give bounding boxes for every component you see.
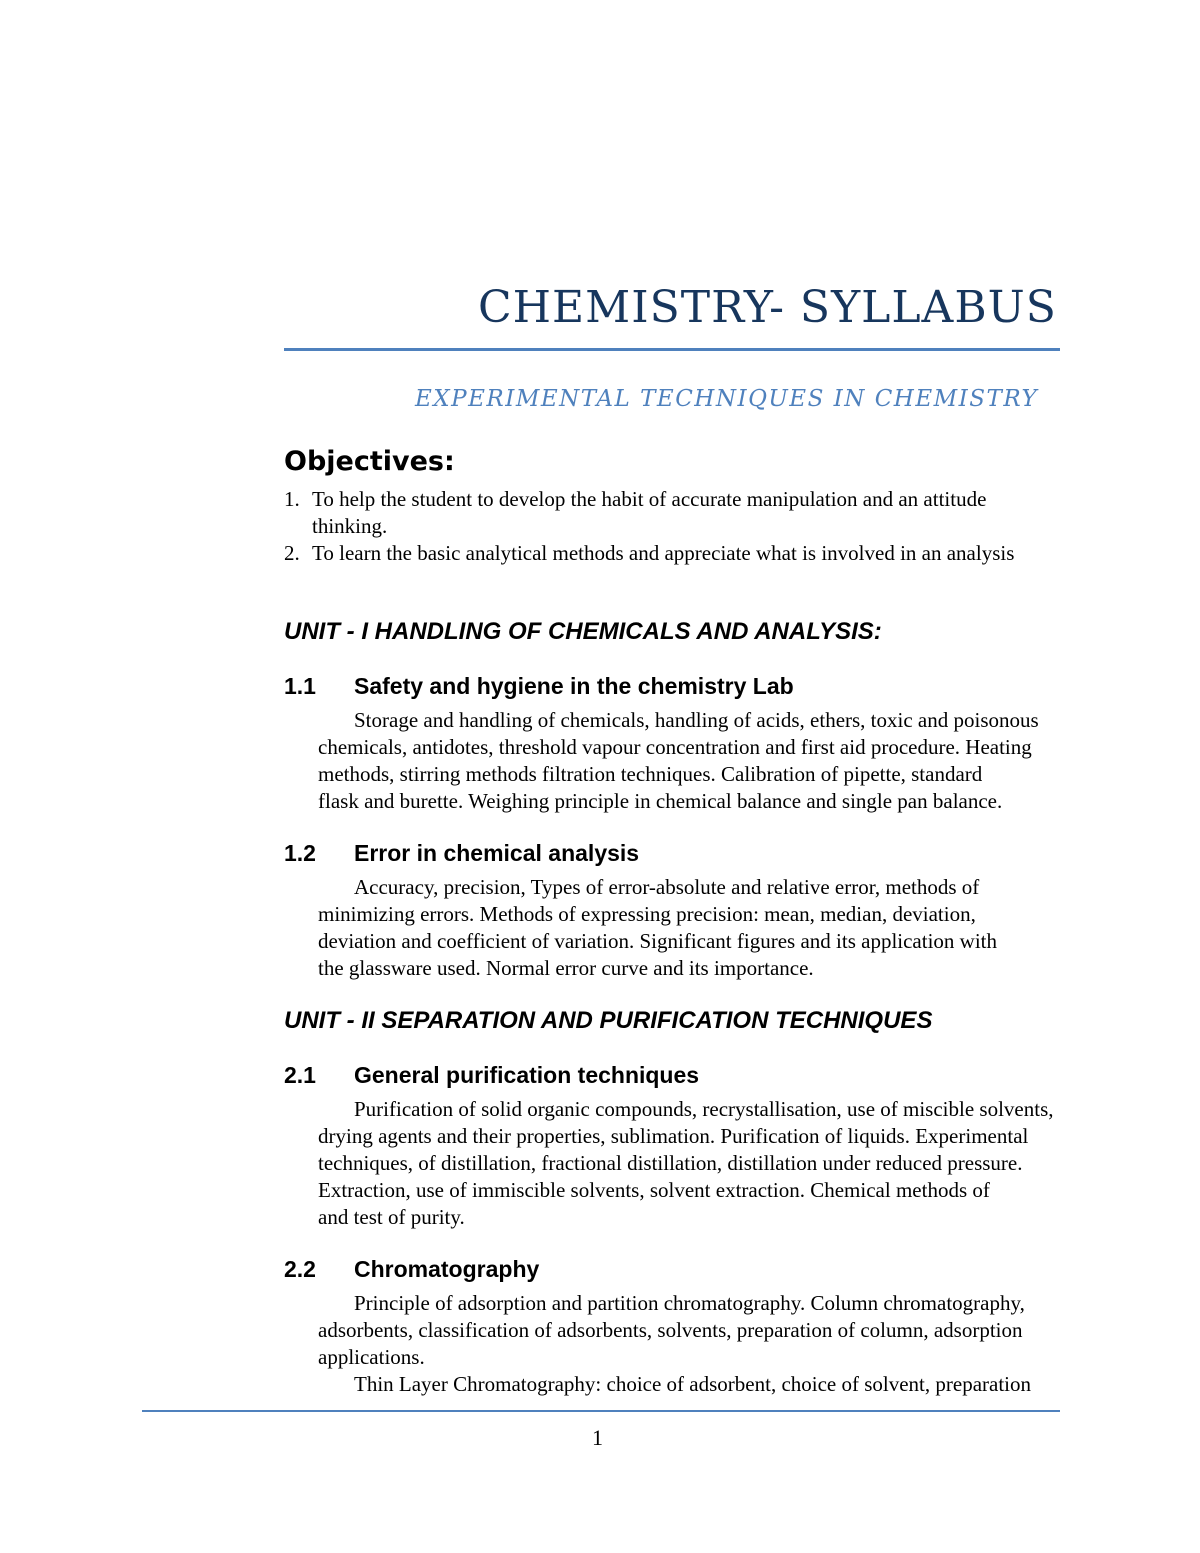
- body-line: flask and burette. Weighing principle in chemical balance and single pan balance.: [318, 789, 1003, 813]
- section-body: [318, 1096, 1054, 1231]
- section-number: 1.2: [284, 840, 316, 866]
- objectives-list: [284, 486, 1014, 567]
- footer-divider: [142, 1410, 1060, 1412]
- document-title: CHEMISTRY- SYLLABUS: [478, 282, 1057, 333]
- section-body: [318, 1290, 1031, 1398]
- body-line: Accuracy, precision, Types of error-absolute and relative error, methods of: [354, 875, 980, 899]
- objective-line: thinking.: [312, 514, 388, 538]
- section-title: Safety and hygiene in the chemistry Lab: [354, 673, 794, 699]
- objective-line: To help the student to develop the habit of accurate manipulation and an attitude: [312, 487, 987, 511]
- body-line: drying agents and their properties, sublimation. Purification of liquids. Experimental: [318, 1124, 1029, 1148]
- unit-heading: UNIT - I HANDLING OF CHEMICALS AND ANALYSIS:: [284, 618, 882, 645]
- section-title: Error in chemical analysis: [354, 840, 640, 866]
- section-number: 2.2: [284, 1256, 316, 1282]
- body-line: methods, stirring methods filtration techniques. Calibration of pipette, standard: [318, 762, 983, 786]
- objective-number: 2.: [284, 541, 300, 565]
- section-heading: [284, 840, 639, 867]
- objective-line: To learn the basic analytical methods and appreciate what is involved in an analysis: [312, 541, 1015, 565]
- body-line: Thin Layer Chromatography: choice of adsorbent, choice of solvent, preparation: [354, 1372, 1032, 1396]
- objective-item: [284, 486, 1014, 540]
- body-line: minimizing errors. Methods of expressing precision: mean, median, deviation,: [318, 902, 976, 926]
- body-line: Principle of adsorption and partition chromatography. Column chromatography,: [354, 1291, 1025, 1315]
- title-divider: [284, 348, 1060, 351]
- body-line: adsorbents, classification of adsorbents, solvents, preparation of column, adsorption: [318, 1318, 1023, 1342]
- body-line: chemicals, antidotes, threshold vapour concentration and first aid procedure. Heating: [318, 735, 1032, 759]
- section-number: 2.1: [284, 1062, 316, 1088]
- body-line: applications.: [318, 1345, 425, 1369]
- body-line: deviation and coefficient of variation. Significant figures and its application with: [318, 929, 998, 953]
- body-line: Extraction, use of immiscible solvents, solvent extraction. Chemical methods of: [318, 1178, 990, 1202]
- body-line: Purification of solid organic compounds, recrystallisation, use of miscible solvents,: [354, 1097, 1054, 1121]
- section-heading: [284, 1062, 699, 1089]
- page-number: 1: [592, 1425, 603, 1450]
- section-body: [318, 707, 1039, 815]
- section-heading: [284, 1256, 539, 1283]
- body-line: Storage and handling of chemicals, handling of acids, ethers, toxic and poisonous: [354, 708, 1039, 732]
- section-body: [318, 874, 997, 982]
- body-line: and test of purity.: [318, 1205, 465, 1229]
- section-number: 1.1: [284, 673, 316, 699]
- document-subtitle: EXPERIMENTAL TECHNIQUES IN CHEMISTRY: [415, 386, 1039, 412]
- section-title: Chromatography: [354, 1256, 540, 1282]
- section-title: General purification techniques: [354, 1062, 700, 1088]
- objective-item: [284, 540, 1014, 567]
- body-line: techniques, of distillation, fractional distillation, distillation under reduced pressure.: [318, 1151, 1023, 1175]
- body-line: the glassware used. Normal error curve and its importance.: [318, 956, 814, 980]
- unit-heading: UNIT - II SEPARATION AND PURIFICATION TECHNIQUES: [284, 1007, 933, 1034]
- objective-number: 1.: [284, 487, 300, 511]
- objectives-heading: Objectives:: [284, 446, 455, 477]
- section-heading: [284, 673, 794, 700]
